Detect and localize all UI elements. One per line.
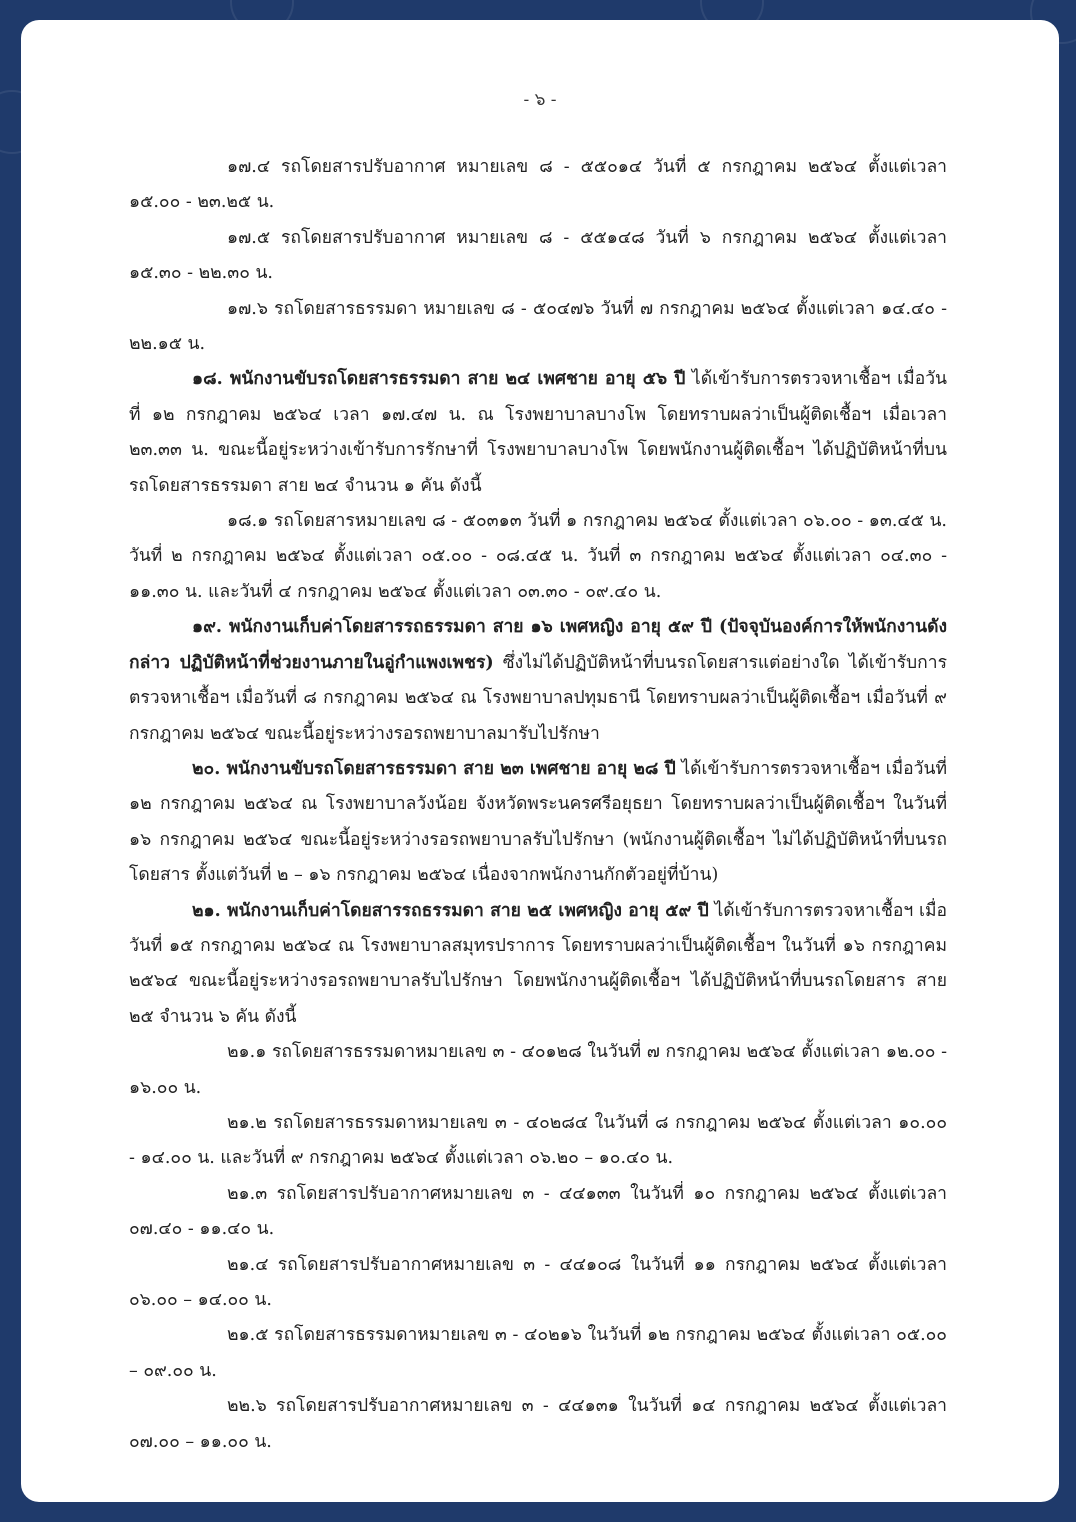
paragraph-21-1	[129, 1035, 947, 1106]
paragraph-text: ๑๗.๖ รถโดยสารธรรมดา หมายเลข ๘ - ๕๐๔๗๖ วันที่ ๗ กรกฎาคม ๒๕๖๔ ตั้งแต่เวลา ๑๔.๔๐ - ๒๒.๑๕ น.	[129, 298, 947, 355]
paragraph-heading: ๑๙. พนักงานเก็บค่าโดยสารรถธรรมดา สาย ๑๖ เพศหญิง อายุ ๕๙ ปี (ปัจจุบันองค์การให้พนักงานดังกล่าว ปฏิบัติหน้าที่ช่วยงานภายในอู่กำแพงเพชร)	[129, 617, 947, 673]
paragraph-text: ๒๑.๑ รถโดยสารธรรมดาหมายเลข ๓ - ๔๐๑๒๘ ในวันที่ ๗ กรกฎาคม ๒๕๖๔ ตั้งแต่เวลา ๑๒.๐๐ - ๑๖.๐๐ น.	[129, 1042, 947, 1098]
paragraph-17-5	[129, 221, 947, 292]
document-body	[129, 150, 947, 1460]
paragraph-17-4	[129, 150, 947, 221]
paragraph-text: ๒๒.๖ รถโดยสารปรับอากาศหมายเลข ๓ - ๔๔๑๓๑ ในวันที่ ๑๔ กรกฎาคม ๒๕๖๔ ตั้งแต่เวลา ๐๗.๐๐ – ๑๑.๐๐ น.	[129, 1396, 947, 1452]
paragraph-text: ได้เข้ารับการตรวจหาเชื้อฯ เมื่อวันที่ ๑๒ กรกฎาคม ๒๕๖๔ เวลา ๑๗.๔๗ น. ณ โรงพยาบาลบางโพ โดยทราบผลว่าเป็นผู้ติดเชื้อฯ เมื่อเวลา ๒๓.๓๓ น. ขณะนี้อยู่ระหว่างเข้ารับการรักษาที่ โรงพยาบาลบางโพ โดยพนักงานผู้ติดเชื้อฯ ได้ปฏิบัติหน้าที่บนรถโดยสารธรรมดา สาย ๒๔ จำนวน ๑ คัน ดังนี้	[129, 369, 947, 496]
paragraph-21	[129, 894, 947, 1036]
paragraph-text: ได้เข้ารับการตรวจหาเชื้อฯ เมื่อวันที่ ๑๕ กรกฎาคม ๒๕๖๔ ณ โรงพยาบาลสมุทรปราการ โดยทราบผลว่าเป็นผู้ติดเชื้อฯ ในวันที่ ๑๖ กรกฎาคม ๒๕๖๔ ขณะนี้อยู่ระหว่างรอรถพยาบาลรับไปรักษา โดยพนักงานผู้ติดเชื้อฯ ได้ปฏิบัติหน้าที่บนรถโดยสาร สาย ๒๕ จำนวน ๖ คัน ดังนี้	[129, 900, 947, 1027]
paragraph-heading: ๒๐. พนักงานขับรถโดยสารธรรมดา สาย ๒๓ เพศชาย อายุ ๒๘ ปี	[192, 758, 676, 779]
paragraph-text: ๑๗.๕ รถโดยสารปรับอากาศ หมายเลข ๘ - ๕๕๑๔๘ วันที่ ๖ กรกฎาคม ๒๕๖๔ ตั้งแต่เวลา ๑๕.๓๐ - ๒๒.๓๐ น.	[129, 227, 947, 284]
paragraph-text: ๒๑.๓ รถโดยสารปรับอากาศหมายเลข ๓ - ๔๔๑๓๓ ในวันที่ ๑๐ กรกฎาคม ๒๕๖๔ ตั้งแต่เวลา ๐๗.๔๐ - ๑๑.๔๐ น.	[129, 1183, 947, 1240]
paragraph-21-3	[129, 1177, 947, 1248]
paragraph-text: ซึ่งไม่ได้ปฏิบัติหน้าที่บนรถโดยสารแต่อย่างใด ได้เข้ารับการตรวจหาเชื้อฯ เมื่อวันที่ ๘ กรกฎาคม ๒๕๖๔ ณ โรงพยาบาลปทุมธานี โดยทราบผลว่าเป็นผู้ติดเชื้อฯ เมื่อวันที่ ๙ กรกฎาคม ๒๕๖๔ ขณะนี้อยู่ระหว่างรอรถพยาบาลมารับไปรักษา	[129, 652, 947, 744]
paragraph-18	[129, 362, 947, 504]
paragraph-21-2	[129, 1106, 947, 1177]
paragraph-text: ๒๑.๕ รถโดยสารธรรมดาหมายเลข ๓ - ๔๐๒๑๖ ในวันที่ ๑๒ กรกฎาคม ๒๕๖๔ ตั้งแต่เวลา ๐๕.๐๐ – ๐๙.๐๐ น.	[129, 1325, 947, 1381]
paragraph-22-6	[129, 1389, 947, 1460]
paragraph-text: ๑๗.๔ รถโดยสารปรับอากาศ หมายเลข ๘ - ๕๕๐๑๔ วันที่ ๕ กรกฎาคม ๒๕๖๔ ตั้งแต่เวลา ๑๕.๐๐ - ๒๓.๒๕ น.	[129, 157, 947, 213]
page-number: - ๖ -	[523, 90, 557, 110]
paragraph-text: ๒๑.๔ รถโดยสารปรับอากาศหมายเลข ๓ - ๔๔๑๐๘ ในวันที่ ๑๑ กรกฎาคม ๒๕๖๔ ตั้งแต่เวลา ๐๖.๐๐ – ๑๔.๐๐ น.	[129, 1254, 947, 1310]
paragraph-text: ๒๑.๒ รถโดยสารธรรมดาหมายเลข ๓ - ๔๐๒๘๔ ในวันที่ ๘ กรกฎาคม ๒๕๖๔ ตั้งแต่เวลา ๑๐.๐๐ - ๑๔.๐๐ น. และวันที่ ๙ กรกฎาคม ๒๕๖๔ ตั้งแต่เวลา ๐๖.๒๐ – ๑๐.๔๐ น.	[129, 1112, 947, 1169]
paragraph-20	[129, 752, 947, 894]
paragraph-17-6	[129, 292, 947, 363]
paragraph-21-4	[129, 1248, 947, 1319]
paragraph-21-5	[129, 1318, 947, 1389]
paragraph-19	[129, 610, 947, 752]
paragraph-heading: ๒๑. พนักงานเก็บค่าโดยสารรถธรรมดา สาย ๒๕ เพศหญิง อายุ ๕๙ ปี	[192, 900, 709, 921]
paragraph-text: ได้เข้ารับการตรวจหาเชื้อฯ เมื่อวันที่ ๑๒ กรกฎาคม ๒๕๖๔ ณ โรงพยาบาลวังน้อย จังหวัดพระนครศรีอยุธยา โดยทราบผลว่าเป็นผู้ติดเชื้อฯ ในวันที่ ๑๖ กรกฎาคม ๒๕๖๔ ขณะนี้อยู่ระหว่างรอรถพยาบาลรับไปรักษา (พนักงานผู้ติดเชื้อฯ ไม่ได้ปฏิบัติหน้าที่บนรถโดยสาร ตั้งแต่วันที่ ๒ – ๑๖ กรกฎาคม ๒๕๖๔ เนื่องจากพนักงานกักตัวอยู่ที่บ้าน)	[129, 758, 947, 886]
paragraph-18-1	[129, 504, 947, 610]
paragraph-text: ๑๘.๑ รถโดยสารหมายเลข ๘ - ๕๐๓๑๓ วันที่ ๑ กรกฎาคม ๒๕๖๔ ตั้งแต่เวลา ๐๖.๐๐ - ๑๓.๔๕ น. วันที่ ๒ กรกฎาคม ๒๕๖๔ ตั้งแต่เวลา ๐๕.๐๐ - ๐๘.๔๕ น. วันที่ ๓ กรกฎาคม ๒๕๖๔ ตั้งแต่เวลา ๐๔.๓๐ - ๑๑.๓๐ น. และวันที่ ๔ กรกฎาคม ๒๕๖๔ ตั้งแต่เวลา ๐๓.๓๐ - ๐๙.๔๐ น.	[129, 511, 947, 602]
paragraph-heading: ๑๘. พนักงานขับรถโดยสารธรรมดา สาย ๒๔ เพศชาย อายุ ๕๖ ปี	[192, 369, 686, 390]
document-page	[21, 20, 1059, 1502]
